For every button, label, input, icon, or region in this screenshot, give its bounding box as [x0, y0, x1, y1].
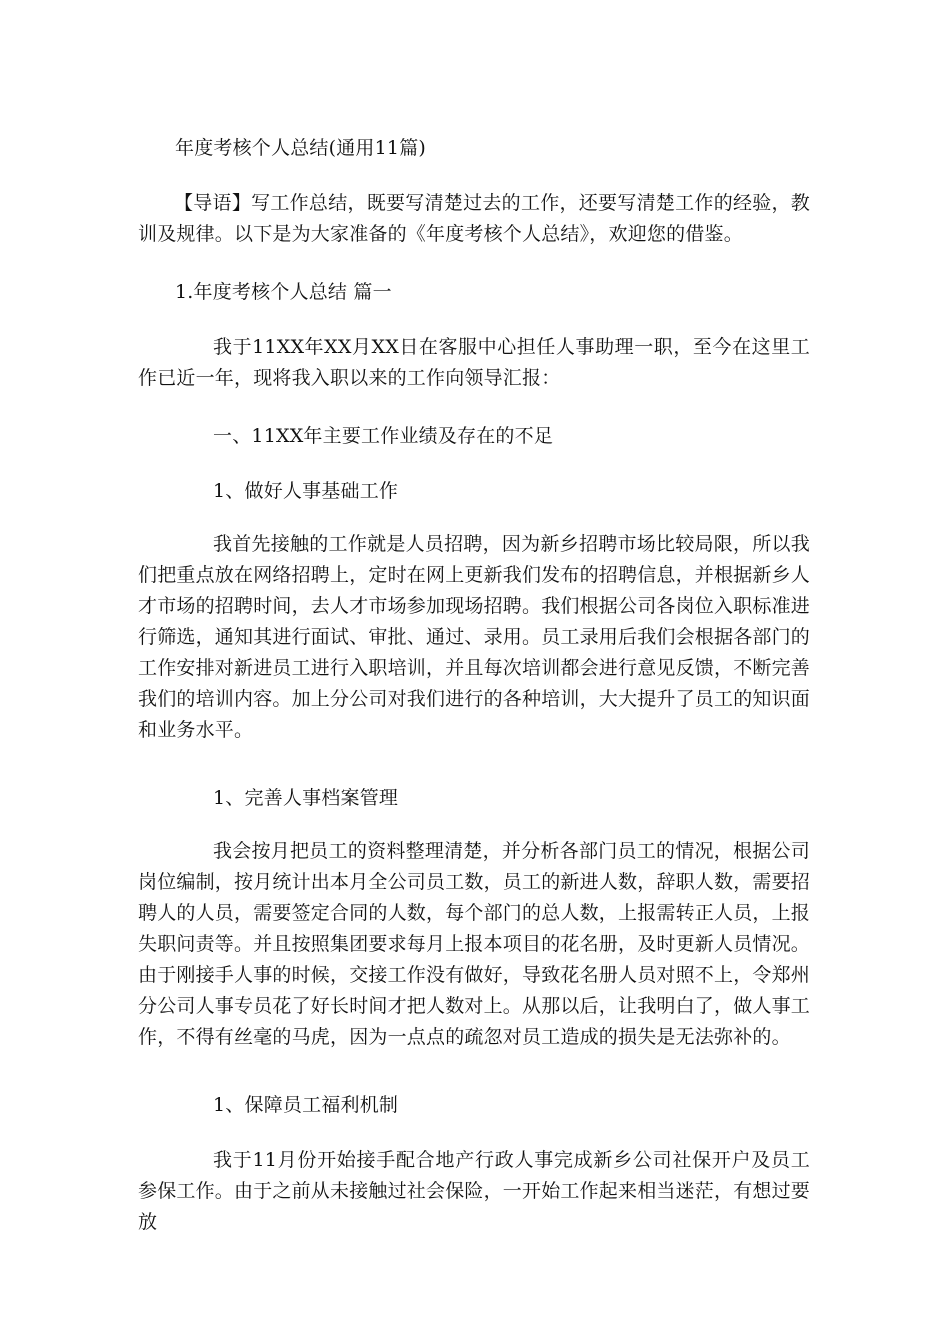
subheading-hr-archives: 1、完善人事档案管理	[213, 787, 399, 809]
paragraph-2: 我首先接触的工作就是人员招聘，因为新乡招聘市场比较局限，所以我们把重点放在网络招聘上，定时在网上更新我们发布的招聘信息，并根据新乡人才市场的招聘时间，去人才市场参加现场招聘。我们根据公司各岗位入职标准进行筛选，通知其进行面试、审批、通过、录用。员工录用后我们会根据各部门的工作安排对新进员工进行入职培训，并且每次培训都会进行意见反馈，不断完善我们的培训内容。加上分公司对我们进行的各种培训，大大提升了员工的知识面和业务水平。	[138, 533, 811, 741]
document-title: 年度考核个人总结(通用11篇)	[175, 137, 427, 159]
subheading-hr-basics: 1、做好人事基础工作	[213, 480, 399, 502]
intro-paragraph: 【导语】写工作总结，既要写清楚过去的工作，还要写清楚工作的经验，教训及规律。以下是为大家准备的《年度考核个人总结》，欢迎您的借鉴。	[138, 192, 810, 245]
section-heading-1: 1.年度考核个人总结 篇一	[175, 281, 392, 303]
paragraph-1: 我于11XX年XX月XX日在客服中心担任人事助理一职，至今在这里工作已近一年，现将我入职以来的工作向领导汇报：	[138, 336, 810, 389]
paragraph-3: 我会按月把员工的资料整理清楚，并分析各部门员工的情况，根据公司岗位编制，按月统计出本月全公司员工数，员工的新进人数，辞职人数，需要招聘人的人员，需要签定合同的人数，每个部门的总人数，上报需转正人员，上报失职问责等。并且按照集团要求每月上报本项目的花名册，及时更新人员情况。由于刚接手人事的时候，交接工作没有做好，导致花名册人员对照不上，令郑州分公司人事专员花了好长时间才把人数对上。从那以后，让我明白了，做人事工作，不得有丝毫的马虎，因为一点点的疏忽对员工造成的损失是无法弥补的。	[138, 840, 811, 1048]
paragraph-4: 我于11月份开始接手配合地产行政人事完成新乡公司社保开户及员工参保工作。由于之前从未接触过社会保险，一开始工作起来相当迷茫，有想过要放	[138, 1149, 811, 1233]
subheading-employee-welfare: 1、保障员工福利机制	[213, 1094, 399, 1116]
heading-main-achievements: 一、11XX年主要工作业绩及存在的不足	[213, 425, 554, 447]
